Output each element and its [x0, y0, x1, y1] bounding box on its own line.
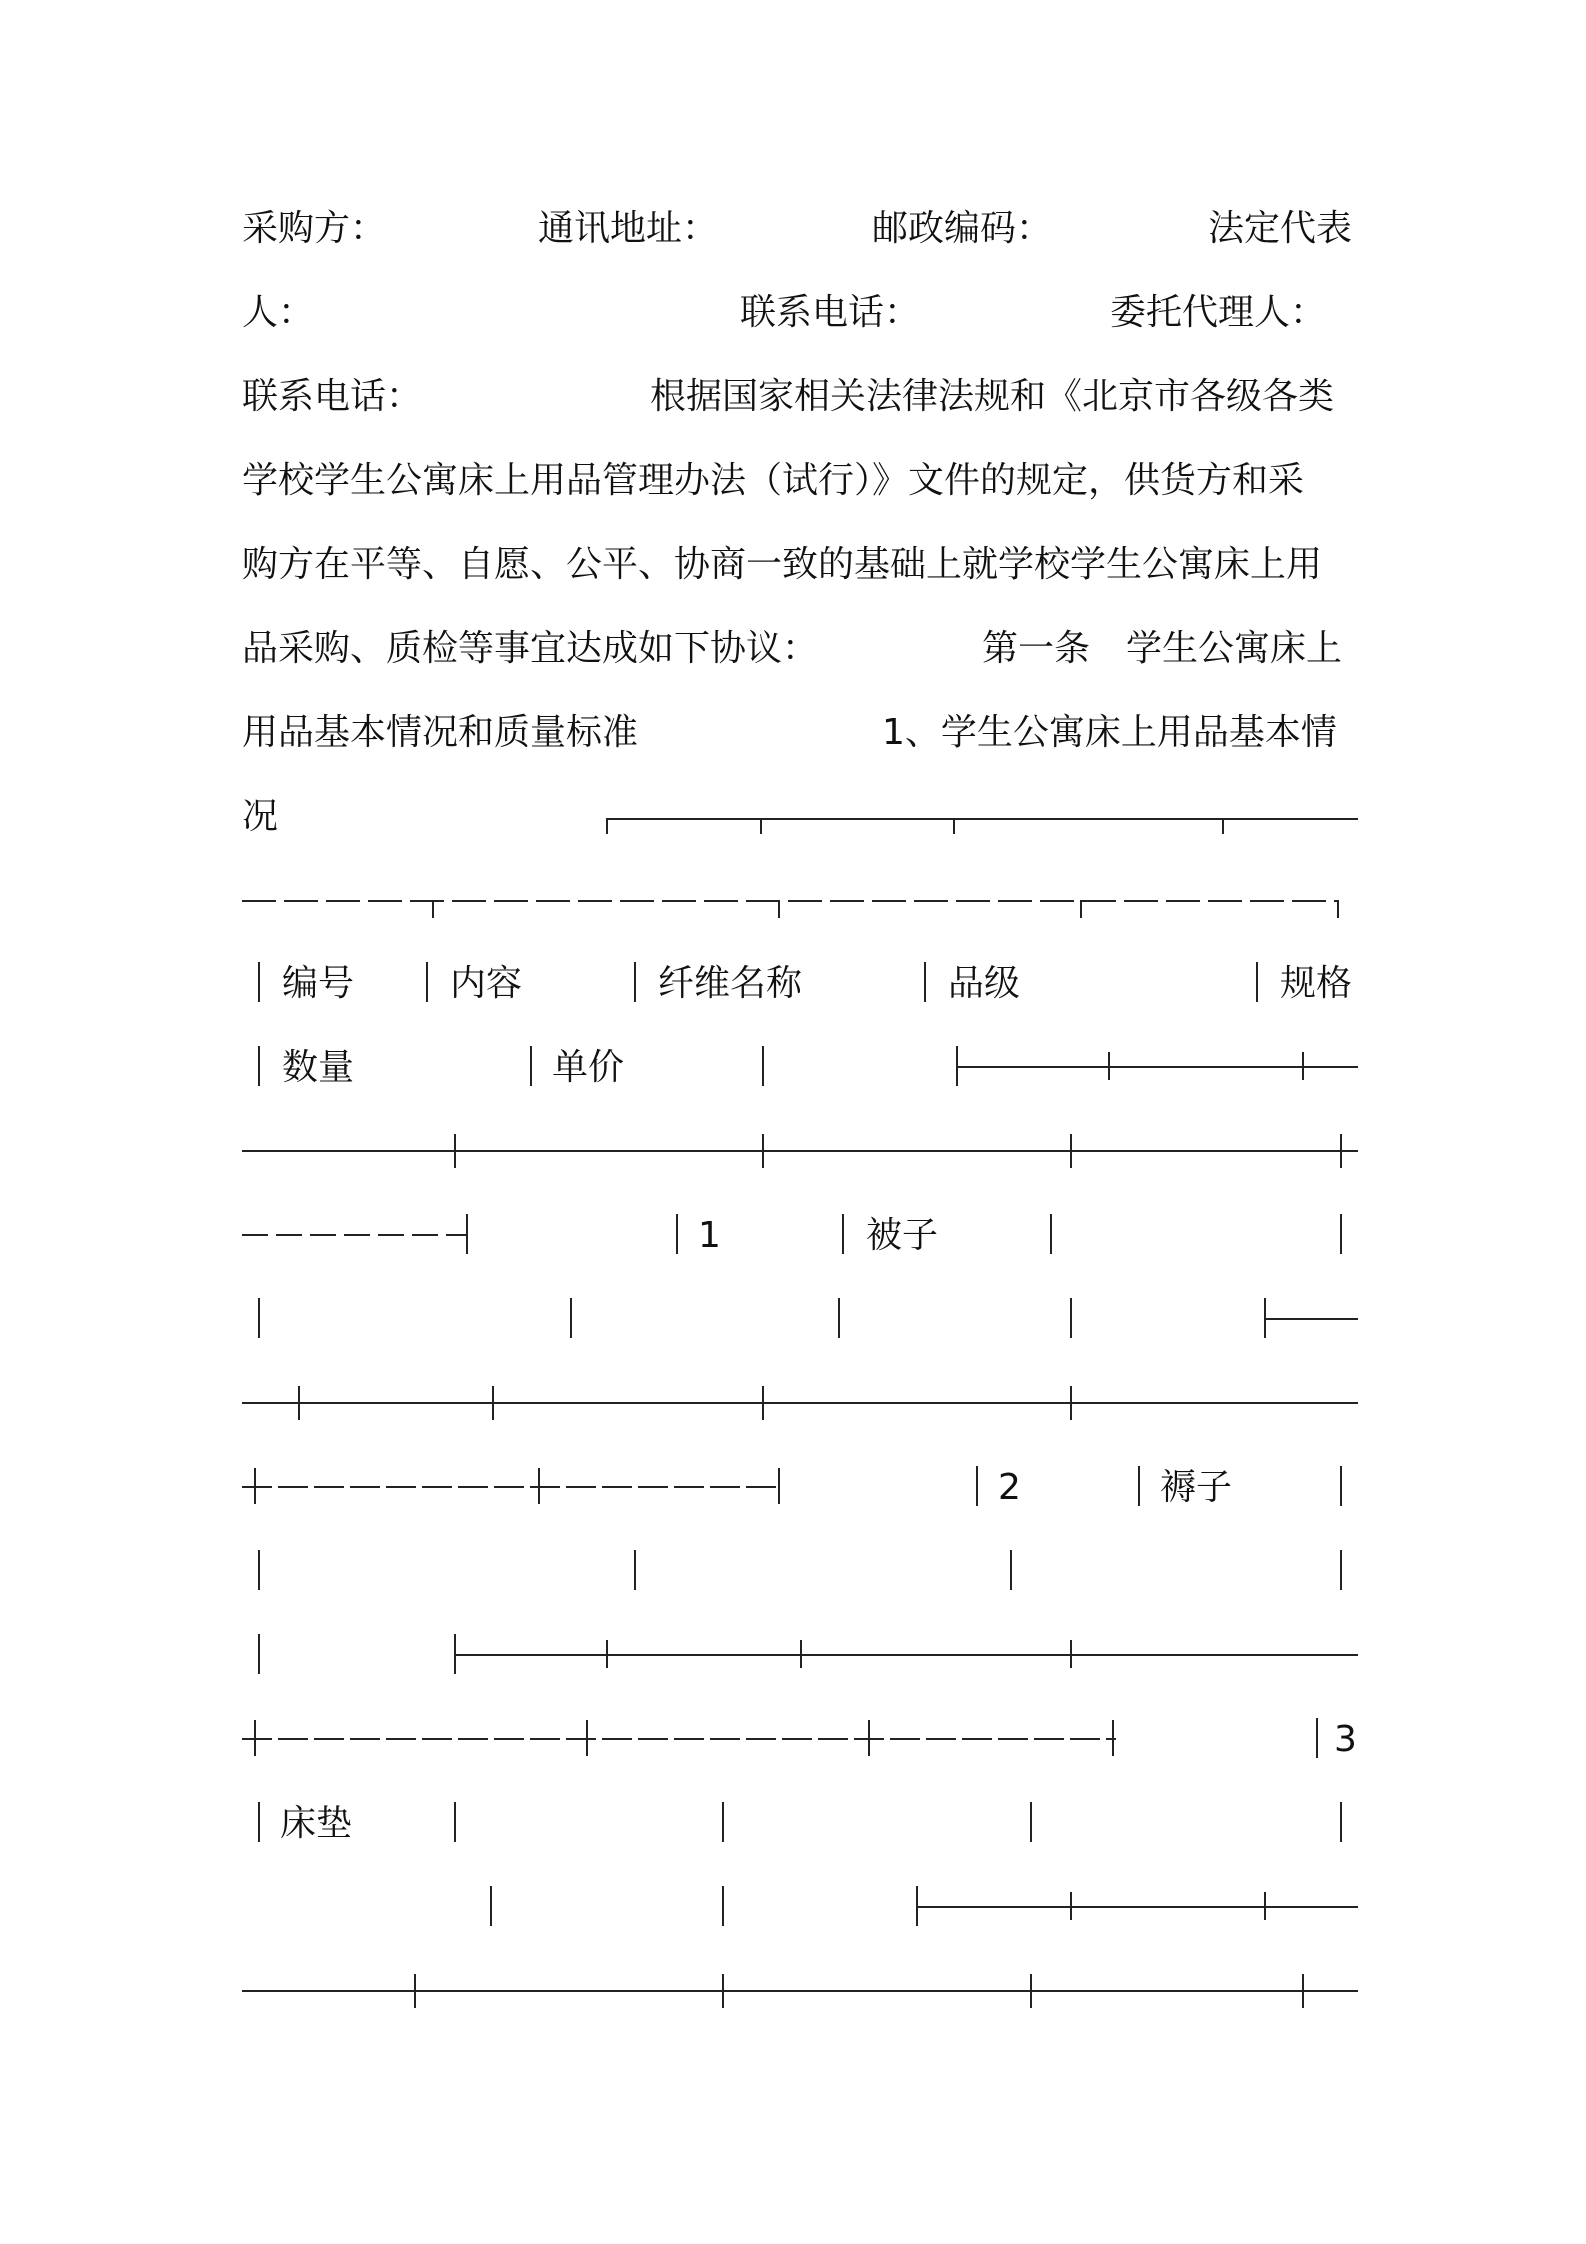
header-grade: 品级 [948, 963, 1021, 1004]
agent-label: 委托代理人： [1110, 292, 1327, 333]
item-1-heading-end: 况 [242, 796, 279, 837]
legal-rep-label-b: 人： [242, 292, 315, 333]
intro-line-4: 学校学生公寓床上用品管理办法（试行）》文件的规定，供货方和采 [242, 460, 1305, 501]
row-3-no: 3 [1334, 1719, 1357, 1760]
article-subheading: 用品基本情况和质量标准 [242, 712, 639, 753]
row-2-no: 2 [998, 1467, 1021, 1508]
legal-rep-label-a: 法定代表 [1208, 208, 1353, 249]
intro-line-6: 品采购、质检等事宜达成如下协议： [242, 628, 819, 669]
phone-label-1: 联系电话： [740, 292, 921, 333]
article-heading: 第一条 学生公寓床上 [982, 628, 1343, 669]
item-1-heading: 1、学生公寓床上用品基本情 [882, 712, 1337, 753]
header-price: 单价 [552, 1047, 625, 1088]
header-no: 编号 [282, 963, 355, 1004]
header-content: 内容 [450, 963, 523, 1004]
row-3-content: 床垫 [280, 1803, 353, 1844]
header-fiber: 纤维名称 [658, 963, 803, 1004]
postcode-label: 邮政编码： [872, 208, 1053, 249]
row-1-content: 被子 [866, 1215, 939, 1256]
address-label: 通讯地址： [538, 208, 719, 249]
buyer-label: 采购方： [242, 208, 387, 249]
phone-label-2: 联系电话： [242, 376, 423, 417]
intro-start: 根据国家相关法律法规和《北京市各级各类 [650, 376, 1335, 417]
row-2-content: 褥子 [1160, 1467, 1233, 1508]
intro-line-5: 购方在平等、自愿、公平、协商一致的基础上就学校学生公寓床上用 [242, 544, 1323, 585]
row-1-no: 1 [698, 1215, 721, 1256]
header-spec: 规格 [1280, 963, 1353, 1004]
header-qty: 数量 [282, 1047, 355, 1088]
